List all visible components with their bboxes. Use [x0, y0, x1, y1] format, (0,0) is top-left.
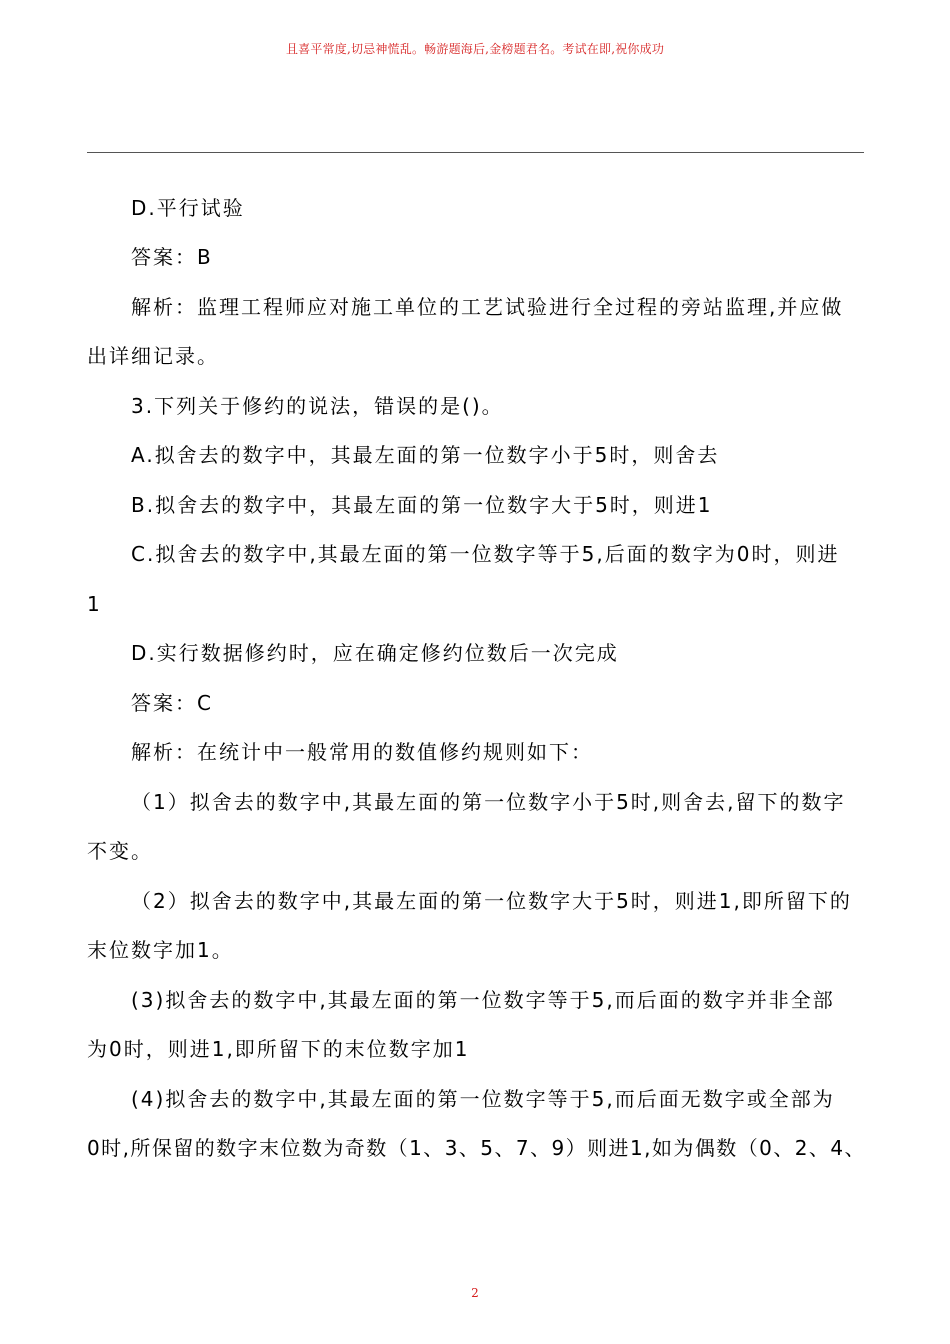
option-c: C.拟舍去的数字中,其最左面的第一位数字等于5,后面的数字为0时，则进 [131, 542, 840, 566]
rule-2-cont: 末位数字加1。 [87, 938, 234, 962]
answer-line-1: 答案：B [131, 245, 213, 269]
option-d-parallel-test: D.平行试验 [131, 196, 245, 220]
header-divider [87, 152, 864, 153]
rule-2: （2）拟舍去的数字中,其最左面的第一位数字大于5时，则进1,即所留下的 [131, 889, 852, 913]
answer-line-2: 答案：C [131, 691, 213, 715]
option-b: B.拟舍去的数字中，其最左面的第一位数字大于5时，则进1 [131, 493, 713, 517]
analysis-line-2: 解析：在统计中一般常用的数值修约规则如下： [131, 740, 593, 764]
option-d: D.实行数据修约时，应在确定修约位数后一次完成 [131, 641, 619, 665]
rule-4-cont: 0时,所保留的数字末位数为奇数（1、3、5、7、9）则进1,如为偶数（0、2、4、 [87, 1136, 866, 1160]
rule-1: （1）拟舍去的数字中,其最左面的第一位数字小于5时,则舍去,留下的数字 [131, 790, 846, 814]
option-c-cont: 1 [87, 592, 102, 616]
rule-4: (4)拟舍去的数字中,其最左面的第一位数字等于5,而后面无数字或全部为 [131, 1087, 835, 1111]
rule-1-cont: 不变。 [87, 839, 153, 863]
analysis-line-1: 解析：监理工程师应对施工单位的工艺试验进行全过程的旁站监理,并应做 [131, 295, 844, 319]
header-motto: 且喜平常度,切忌神慌乱。畅游题海后,金榜题君名。考试在即,祝你成功 [285, 42, 665, 56]
option-a: A.拟舍去的数字中，其最左面的第一位数字小于5时，则舍去 [131, 443, 720, 467]
question-3: 3.下列关于修约的说法，错误的是()。 [131, 394, 504, 418]
page-number: 2 [471, 1286, 479, 1300]
analysis-line-1-cont: 出详细记录。 [87, 344, 219, 368]
rule-3-cont: 为0时，则进1,即所留下的末位数字加1 [87, 1037, 470, 1061]
rule-3: (3)拟舍去的数字中,其最左面的第一位数字等于5,而后面的数字并非全部 [131, 988, 835, 1012]
